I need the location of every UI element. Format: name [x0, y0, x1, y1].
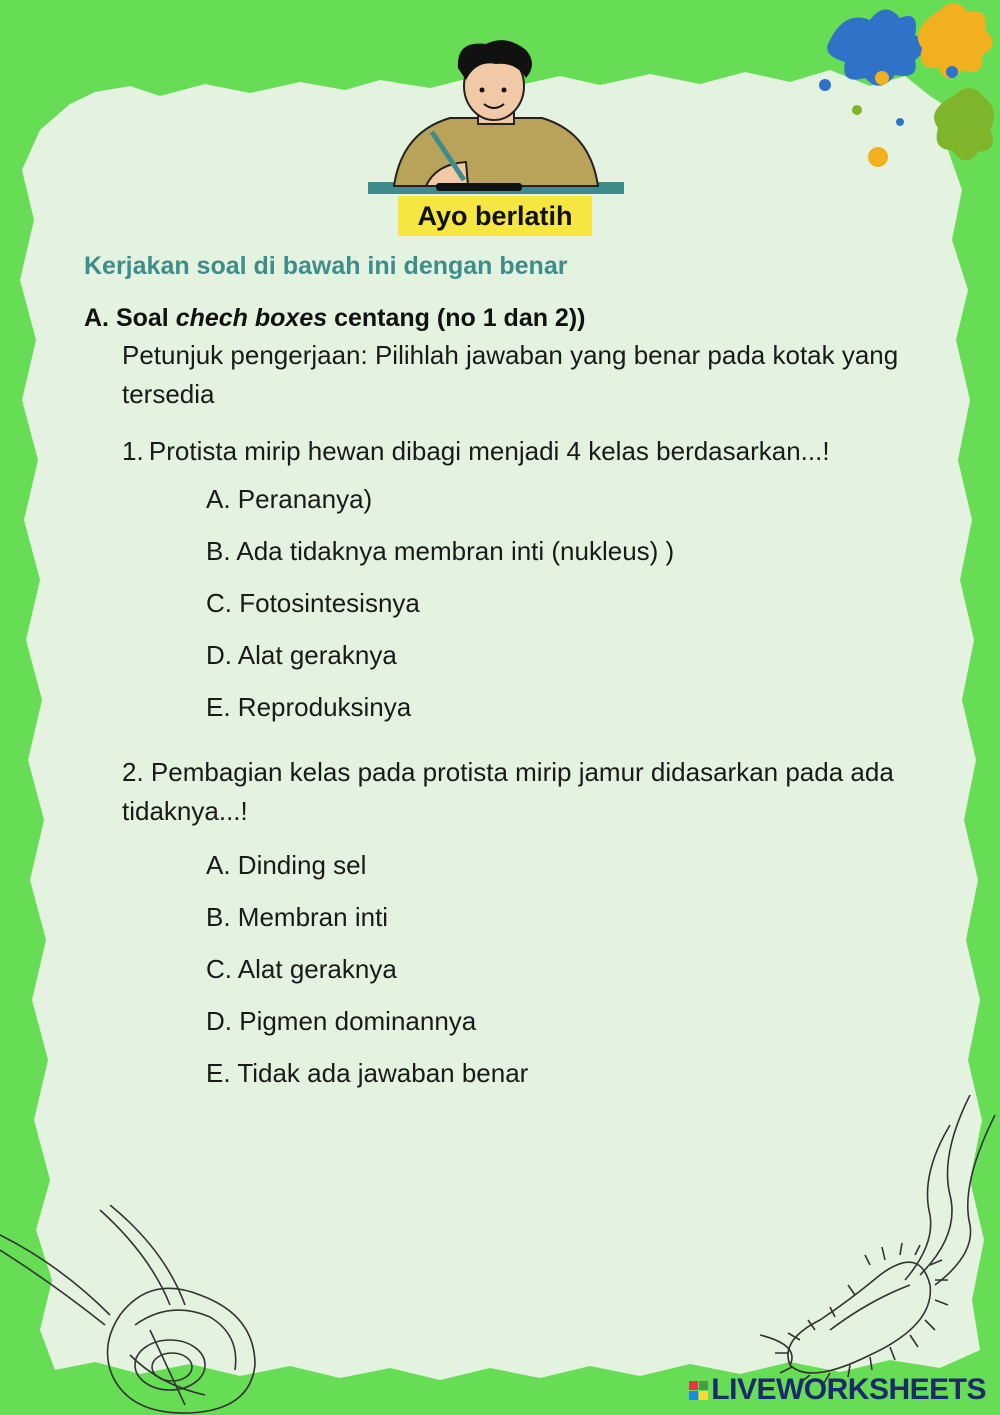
- option-label: D. Pigmen dominannya: [206, 1006, 477, 1036]
- q2-option-a[interactable]: [206, 850, 366, 881]
- q2-option-d-checkbox[interactable]: [162, 1012, 188, 1038]
- option-label: E. Reproduksinya: [206, 692, 412, 722]
- option-label: A. Dinding sel: [206, 850, 367, 880]
- paint-splash-decoration: [790, 0, 1000, 200]
- protozoa-sketch: [0, 1205, 270, 1415]
- q1-option-c[interactable]: [206, 588, 420, 619]
- q2-option-c[interactable]: [206, 954, 397, 985]
- q1-option-e[interactable]: [206, 692, 411, 723]
- q1-option-a[interactable]: [206, 484, 372, 515]
- option-label: B. Ada tidaknya membran inti (nukleus) ): [206, 536, 675, 566]
- watermark-text: LIVEWORKSHEETS: [711, 1373, 986, 1406]
- option-label: B. Membran inti: [206, 902, 389, 932]
- q2-option-b-checkbox[interactable]: [162, 908, 188, 934]
- option-label: D. Alat geraknya: [206, 640, 397, 670]
- question-1: 1. Protista mirip hewan dibagi menjadi 4 kelas berdasarkan...!: [122, 436, 830, 466]
- q1-option-c-checkbox[interactable]: [162, 594, 188, 620]
- q1-option-a-checkbox[interactable]: [162, 490, 188, 516]
- bacteria-sketch: [720, 1095, 1000, 1385]
- section-title-italic: chech boxes: [175, 304, 328, 332]
- q2-option-e[interactable]: [206, 1058, 528, 1089]
- liveworksheets-watermark: [689, 1373, 986, 1407]
- student-writing-illustration: [366, 40, 626, 198]
- q2-option-c-checkbox[interactable]: [162, 960, 188, 986]
- option-label: A. Perananya): [206, 484, 373, 514]
- q1-option-d[interactable]: [206, 640, 397, 671]
- q1-option-d-checkbox[interactable]: [162, 646, 188, 672]
- q1-option-b-checkbox[interactable]: [162, 542, 188, 568]
- directions-text: Petunjuk pengerjaan: Pilihlah jawaban yang benar pada kotak yang tersedia: [122, 340, 899, 409]
- instruction-heading: Kerjakan soal di bawah ini dengan benar: [84, 252, 568, 280]
- option-label: C. Alat geraknya: [206, 954, 397, 984]
- q2-option-a-checkbox[interactable]: [162, 856, 188, 882]
- option-label: C. Fotosintesisnya: [206, 588, 420, 618]
- q1-option-b[interactable]: [206, 536, 674, 567]
- option-label: E. Tidak ada jawaban benar: [206, 1058, 529, 1088]
- liveworksheets-logo-icon: [689, 1381, 708, 1400]
- q2-option-e-checkbox[interactable]: [162, 1064, 188, 1090]
- section-title-suffix: centang (no 1 dan 2)): [327, 304, 586, 332]
- q2-option-b[interactable]: [206, 902, 388, 933]
- page-title: Ayo berlatih: [398, 196, 592, 236]
- question-2: 2. Pembagian kelas pada protista mirip jamur didasarkan pada ada tidaknya...!: [122, 757, 894, 826]
- section-a-title: [84, 304, 586, 333]
- q2-option-d[interactable]: [206, 1006, 476, 1037]
- q1-option-e-checkbox[interactable]: [162, 698, 188, 724]
- section-title-prefix: A. Soal: [84, 304, 176, 332]
